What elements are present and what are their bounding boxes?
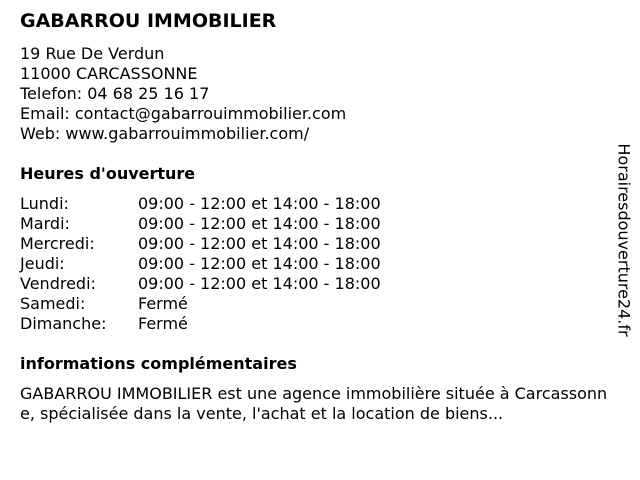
phone-line: Telefon: 04 68 25 16 17	[20, 84, 210, 103]
day-hours: 09:00 - 12:00 et 14:00 - 18:00	[138, 254, 381, 273]
watermark-text: Horairesdouverture24.fr	[614, 143, 634, 337]
email-line: Email: contact@gabarrouimmobilier.com	[20, 104, 347, 123]
day-hours: Fermé	[138, 314, 188, 333]
day-label: Mercredi:	[20, 234, 95, 253]
day-hours: 09:00 - 12:00 et 14:00 - 18:00	[138, 194, 381, 213]
day-hours: 09:00 - 12:00 et 14:00 - 18:00	[138, 274, 381, 293]
day-label: Dimanche:	[20, 314, 107, 333]
day-label: Vendredi:	[20, 274, 96, 293]
day-hours: 09:00 - 12:00 et 14:00 - 18:00	[138, 234, 381, 253]
hours-heading: Heures d'ouverture	[20, 164, 196, 183]
business-name: GABARROU IMMOBILIER	[20, 10, 277, 32]
day-hours: 09:00 - 12:00 et 14:00 - 18:00	[138, 214, 381, 233]
day-label: Samedi:	[20, 294, 86, 313]
day-label: Mardi:	[20, 214, 70, 233]
address-line-1: 19 Rue De Verdun	[20, 44, 165, 63]
day-label: Lundi:	[20, 194, 69, 213]
contact-block	[20, 44, 346, 144]
info-heading: informations complémentaires	[20, 354, 297, 373]
address-line-2: 11000 CARCASSONNE	[20, 64, 198, 83]
info-description: GABARROU IMMOBILIER est une agence immobilière située à Carcassonne, spécialisée dans la vente, l'achat et la location de biens...	[20, 384, 608, 423]
day-hours: Fermé	[138, 294, 188, 313]
web-line: Web: www.gabarrouimmobilier.com/	[20, 124, 310, 143]
day-label: Jeudi:	[20, 254, 65, 273]
